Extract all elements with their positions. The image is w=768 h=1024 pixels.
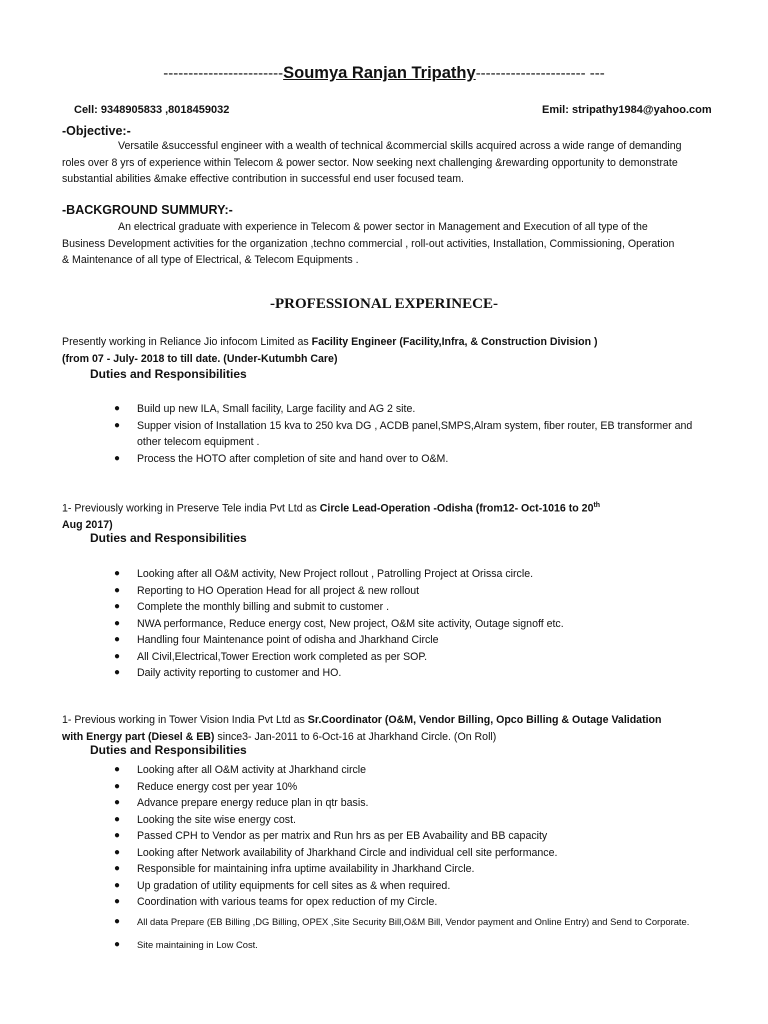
candidate-name: Soumya Ranjan Tripathy	[283, 64, 476, 82]
bullet-icon: ●	[114, 403, 121, 414]
name-heading	[0, 64, 768, 83]
bullet-icon: ●	[114, 452, 121, 464]
job-3-duty-item	[114, 894, 694, 911]
job-1-title: Facility Engineer (Facility,Infra, & Construction Division )	[311, 336, 598, 348]
job-2-duty-item	[114, 632, 694, 649]
job-3-duty-text: Reduce energy cost per year 10%	[137, 780, 298, 793]
job-3-suffix: since3- Jan-2011 to 6-Oct-16 at Jharkhand Circle. (On Roll)	[214, 730, 497, 743]
bullet-icon: ●	[114, 896, 121, 907]
job-3-duty-item	[114, 861, 694, 878]
job-3-duty-item	[114, 828, 694, 845]
job-1-duties-heading: Duties and Responsibilities	[90, 367, 247, 381]
background-paragraph: An electrical graduate with experience in Telecom & power sector in Management and Execution of all type of the Business Development activities for the organization ,techno commercial , roll-out activities, Installation, Commissioning, Operation & Maintenance of all type of Electrical, & Telecom Equipments .	[62, 221, 675, 266]
job-3-duty-item	[114, 762, 694, 779]
bullet-icon: ●	[114, 419, 121, 431]
job-3-duty-text: Passed CPH to Vendor as per matrix and Run hrs as per EB Avabaility and BB capacity	[137, 830, 548, 842]
job-3-duty-item	[114, 812, 694, 829]
professional-experience-heading: -PROFESSIONAL EXPERINECE-	[270, 296, 498, 312]
email-address: Emil: stripathy1984@yahoo.com	[542, 104, 712, 116]
job-2-summary	[62, 498, 682, 534]
bullet-icon: ●	[114, 813, 121, 825]
job-2-duty-text: Looking after all O&M activity, New Project rollout , Patrolling Project at Orissa circle.	[137, 568, 534, 580]
job-3-duty-text: Up gradation of utility equipments for cell sites as & when required.	[137, 879, 451, 892]
bullet-icon: ●	[114, 650, 121, 662]
job-2-duty-item	[114, 566, 694, 583]
job-3-duty-text: Looking after Network availability of Jharkhand Circle and individual cell site performance.	[137, 846, 558, 859]
cell-number: Cell: 9348905833 ,8018459032	[74, 104, 230, 116]
job-2-duty-text: Complete the monthly billing and submit to customer .	[137, 601, 390, 613]
bullet-icon: ●	[114, 584, 121, 596]
job-1-prefix: Presently working in Reliance Jio infocom Limited as	[62, 336, 312, 348]
bullet-icon: ●	[114, 797, 121, 808]
bullet-icon: ●	[114, 667, 121, 678]
job-3-duty-text: All data Prepare (EB Billing ,DG Billing, OPEX ,Site Security Bill,O&M Bill, Vendor payment and Online Entry) and Send to Corporate.	[137, 915, 690, 927]
job-3-duty-item	[114, 911, 694, 933]
job-3-title: Sr.Coordinator (O&M, Vendor Billing, Opco Billing & Outage Validation with Energy part (Diesel & EB)	[62, 714, 662, 743]
job-1-duty-item	[114, 418, 694, 451]
objective-paragraph: Versatile &successful engineer with a wealth of technical &commercial skills acquired across a wide range of demanding roles over 8 yrs of experience within Telecom & power sector. Now seeking next challenging &rewarding opportunity to demonstrate substantial abilities &make effective contribution in successful end user focused team.	[62, 140, 682, 185]
bullet-icon: ●	[114, 617, 121, 629]
job-2-duty-text: NWA performance, Reduce energy cost, New project, O&M site activity, Outage signoff etc.	[137, 617, 564, 630]
job-2-duty-text: All Civil,Electrical,Tower Erection work completed as per SOP.	[137, 650, 428, 663]
job-3-duty-text: Coordination with various teams for opex reduction of my Circle.	[137, 896, 438, 908]
job-2-title-end: Aug 2017)	[62, 519, 113, 532]
job-2-duty-item	[114, 665, 694, 682]
job-3-duty-item	[114, 795, 694, 812]
job-3-duty-item	[114, 878, 694, 895]
bullet-icon: ●	[114, 780, 121, 792]
bullet-icon: ●	[114, 601, 121, 612]
name-dashes-left: ------------------------	[163, 65, 284, 82]
job-3-duty-text: Looking the site wise energy cost.	[137, 813, 296, 826]
job-2-duties-list	[114, 566, 694, 682]
job-3-duty-text: Responsible for maintaining infra uptime availability in Jharkhand Circle.	[137, 863, 475, 875]
job-3-duty-text: Advance prepare energy reduce plan in qtr basis.	[137, 797, 369, 809]
job-1-duty-text: Process the HOTO after completion of site and hand over to O&M.	[137, 452, 449, 465]
bullet-icon: ●	[114, 863, 121, 874]
job-1-duty-item	[114, 401, 694, 418]
bullet-icon: ●	[114, 846, 121, 858]
job-2-duty-text: Handling four Maintenance point of odisha and Jharkhand Circle	[137, 634, 439, 646]
job-1-summary	[62, 334, 682, 367]
bullet-icon: ●	[114, 568, 121, 579]
job-3-duties-list	[114, 762, 694, 953]
job-1-duty-text: Build up new ILA, Small facility, Large facility and AG 2 site.	[137, 403, 416, 415]
job-3-duties-heading: Duties and Responsibilities	[90, 743, 247, 757]
job-2-duty-text: Reporting to HO Operation Head for all project & new rollout	[137, 584, 420, 597]
objective-heading: -Objective:-	[62, 124, 131, 138]
bullet-icon: ●	[114, 879, 121, 891]
job-3-duty-item	[114, 779, 694, 796]
job-2-duty-text: Daily activity reporting to customer and HO.	[137, 667, 342, 679]
job-2-duty-item	[114, 599, 694, 616]
background-text	[62, 219, 682, 269]
job-3-duty-text: Looking after all O&M activity at Jharkhand circle	[137, 764, 367, 776]
job-1-duty-text: Supper vision of Installation 15 kva to 250 kva DG , ACDB panel,SMPS,Alram system, fiber router, EB transformer and other telecom equipment .	[137, 419, 693, 448]
job-1-duties-list	[114, 401, 694, 467]
job-3-prefix: 1- Previous working in Tower Vision India Pvt Ltd as	[62, 714, 308, 726]
job-3-duty-text: Site maintaining in Low Cost.	[137, 938, 258, 950]
job-2-duty-item	[114, 649, 694, 666]
bullet-icon: ●	[114, 915, 121, 927]
job-2-superscript: th	[593, 502, 601, 509]
job-2-duties-heading: Duties and Responsibilities	[90, 531, 247, 545]
job-1-period: (from 07 - July- 2018 to till date. (Under-Kutumbh Care)	[62, 352, 338, 365]
background-heading: -BACKGROUND SUMMURY:-	[62, 203, 233, 217]
bullet-icon: ●	[114, 938, 121, 950]
bullet-icon: ●	[114, 764, 121, 775]
job-3-duty-item	[114, 937, 694, 953]
job-3-summary	[62, 712, 682, 745]
objective-text	[62, 138, 682, 188]
job-2-title: Circle Lead-Operation -Odisha (from12- Oct-1016 to 20	[319, 502, 594, 515]
bullet-icon: ●	[114, 634, 121, 645]
job-1-duty-item	[114, 451, 694, 468]
bullet-icon: ●	[114, 830, 121, 841]
job-3-duty-item	[114, 845, 694, 862]
job-2-duty-item	[114, 583, 694, 600]
job-2-duty-item	[114, 616, 694, 633]
job-2-prefix: 1- Previously working in Preserve Tele india Pvt Ltd as	[62, 502, 320, 515]
name-dashes-right: ---------------------- ---	[475, 65, 605, 82]
